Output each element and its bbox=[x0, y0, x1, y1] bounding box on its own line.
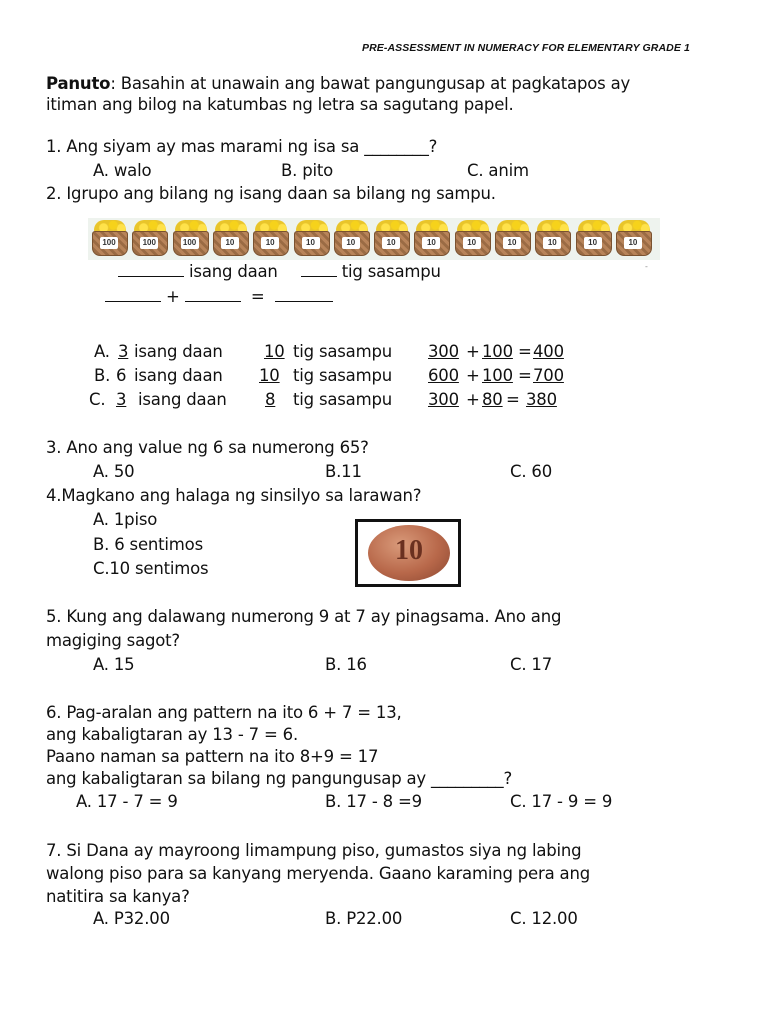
option-plus: + bbox=[466, 366, 480, 385]
document-header: PRE-ASSESSMENT IN NUMERACY FOR ELEMENTARY GRADE 1 bbox=[362, 42, 690, 54]
q6-line-4: ang kabaligtaran sa bilang ng pangungusap ay _________? bbox=[46, 769, 513, 788]
instructions-line-1 bbox=[46, 74, 630, 93]
blank-addend-2 bbox=[185, 287, 241, 302]
q1-option-a: A. walo bbox=[93, 161, 152, 180]
basket-label: 10 bbox=[342, 237, 360, 249]
basket-icon bbox=[615, 220, 653, 258]
option-hundreds: 6 bbox=[116, 366, 127, 385]
q7-line-1: 7. Si Dana ay mayroong limampung piso, gumastos siya ng labing bbox=[46, 841, 582, 860]
option-tens: 10 bbox=[259, 366, 280, 385]
instructions-label: Panuto bbox=[46, 74, 111, 93]
basket-icon bbox=[575, 220, 613, 258]
basket-icon bbox=[494, 220, 532, 258]
blank-sum bbox=[275, 287, 333, 302]
coin-icon bbox=[368, 525, 450, 581]
basket-label: 100 bbox=[181, 237, 199, 249]
q4-option-b: B. 6 sentimos bbox=[93, 535, 203, 554]
option-equals: = bbox=[506, 390, 520, 409]
q4-option-a: A. 1piso bbox=[93, 510, 158, 529]
basket-label: 10 bbox=[302, 237, 320, 249]
instructions-text-1: : Basahin at unawain ang bawat pangungusap at pagkatapos ay bbox=[110, 74, 631, 93]
q7-line-3: natitira sa kanya? bbox=[46, 887, 190, 906]
option-expr-1: 600 bbox=[428, 366, 459, 385]
basket-icon bbox=[131, 220, 169, 258]
option-expr-2: 100 bbox=[482, 366, 513, 385]
fill-isang-daan: isang daan bbox=[184, 262, 278, 281]
q5-option-a: A. 15 bbox=[93, 655, 135, 674]
coin-value: 10 bbox=[395, 535, 423, 566]
q4-stem: 4.Magkano ang halaga ng sinsilyo sa larawan? bbox=[46, 486, 422, 505]
fill-equals: = bbox=[250, 287, 265, 306]
option-plus: + bbox=[466, 342, 480, 361]
q3-option-c: C. 60 bbox=[510, 462, 553, 481]
basket-icon bbox=[534, 220, 572, 258]
basket-icon bbox=[172, 220, 210, 258]
fill-tig-sasampu: tig sasampu bbox=[336, 262, 441, 281]
basket-label: 100 bbox=[140, 237, 158, 249]
basket-label: 10 bbox=[584, 237, 602, 249]
basket-icon bbox=[333, 220, 371, 258]
option-letter: B. bbox=[94, 366, 111, 385]
basket-icon bbox=[413, 220, 451, 258]
basket-icon bbox=[252, 220, 290, 258]
q7-option-c: C. 12.00 bbox=[510, 909, 578, 928]
q3-option-b: B.11 bbox=[325, 462, 362, 481]
option-isang-daan: isang daan bbox=[134, 366, 223, 385]
basket-label: 10 bbox=[503, 237, 521, 249]
option-equals: = bbox=[518, 366, 532, 385]
q2-stem: 2. Igrupo ang bilang ng isang daan sa bilang ng sampu. bbox=[46, 184, 496, 203]
q7-line-2: walong piso para sa kanyang meryenda. Gaano karaming pera ang bbox=[46, 864, 590, 883]
q6-line-2: ang kabaligtaran ay 13 - 7 = 6. bbox=[46, 725, 298, 744]
q7-option-b: B. P22.00 bbox=[325, 909, 403, 928]
q3-stem: 3. Ano ang value ng 6 sa numerong 65? bbox=[46, 438, 369, 457]
option-hundreds: 3 bbox=[118, 342, 129, 361]
option-tig-sasampu: tig sasampu bbox=[293, 342, 392, 361]
option-result: 380 bbox=[526, 390, 557, 409]
option-tens: 10 bbox=[264, 342, 285, 361]
q6-option-c: C. 17 - 9 = 9 bbox=[510, 792, 613, 811]
option-expr-2: 100 bbox=[482, 342, 513, 361]
q2-fill-line-1 bbox=[118, 262, 441, 281]
q1-stem: 1. Ang siyam ay mas marami ng isa sa ________? bbox=[46, 137, 438, 156]
q6-option-a: A. 17 - 7 = 9 bbox=[76, 792, 178, 811]
q5-stem-1: 5. Kung ang dalawang numerong 9 at 7 ay pinagsama. Ano ang bbox=[46, 607, 562, 626]
basket-label: 10 bbox=[422, 237, 440, 249]
basket-icon bbox=[373, 220, 411, 258]
option-letter: A. bbox=[94, 342, 110, 361]
blank-tens bbox=[301, 262, 337, 277]
option-hundreds: 3 bbox=[116, 390, 127, 409]
option-plus: + bbox=[466, 390, 480, 409]
q5-option-b: B. 16 bbox=[325, 655, 367, 674]
basket-label: 10 bbox=[624, 237, 642, 249]
q4-option-c: C.10 sentimos bbox=[93, 559, 209, 578]
option-tens: 8 bbox=[265, 390, 276, 409]
option-isang-daan: isang daan bbox=[134, 342, 223, 361]
option-equals: = bbox=[518, 342, 532, 361]
option-expr-2: 80 bbox=[482, 390, 503, 409]
basket-label: 10 bbox=[261, 237, 279, 249]
coin-picture bbox=[355, 519, 461, 587]
option-isang-daan: isang daan bbox=[138, 390, 227, 409]
blank-hundreds bbox=[118, 262, 184, 277]
q3-option-a: A. 50 bbox=[93, 462, 135, 481]
basket-label: 100 bbox=[100, 237, 118, 249]
option-result: 400 bbox=[533, 342, 564, 361]
q5-stem-2: magiging sagot? bbox=[46, 631, 180, 650]
instructions-line-2: itiman ang bilog na katumbas ng letra sa sagutang papel. bbox=[46, 95, 514, 114]
q6-option-b: B. 17 - 8 =9 bbox=[325, 792, 422, 811]
basket-label: 10 bbox=[382, 237, 400, 249]
blank-addend-1 bbox=[105, 287, 161, 302]
option-tig-sasampu: tig sasampu bbox=[293, 390, 392, 409]
basket-label: 10 bbox=[463, 237, 481, 249]
option-result: 700 bbox=[533, 366, 564, 385]
q6-line-1: 6. Pag-aralan ang pattern na ito 6 + 7 = 13, bbox=[46, 703, 402, 722]
stray-mark: - bbox=[645, 262, 648, 271]
q1-option-b: B. pito bbox=[281, 161, 334, 180]
basket-icon bbox=[212, 220, 250, 258]
fill-plus: + bbox=[166, 287, 180, 306]
basket-icon bbox=[454, 220, 492, 258]
q5-option-c: C. 17 bbox=[510, 655, 553, 674]
basket-label: 10 bbox=[221, 237, 239, 249]
q6-line-3: Paano naman sa pattern na ito 8+9 = 17 bbox=[46, 747, 379, 766]
basket-icon bbox=[91, 220, 129, 258]
option-expr-1: 300 bbox=[428, 390, 459, 409]
option-letter: C. bbox=[89, 390, 106, 409]
q1-option-c: C. anim bbox=[467, 161, 529, 180]
q7-option-a: A. P32.00 bbox=[93, 909, 170, 928]
q2-fill-line-2 bbox=[105, 287, 333, 306]
option-tig-sasampu: tig sasampu bbox=[293, 366, 392, 385]
basket-icon bbox=[293, 220, 331, 258]
option-expr-1: 300 bbox=[428, 342, 459, 361]
basket-label: 10 bbox=[543, 237, 561, 249]
